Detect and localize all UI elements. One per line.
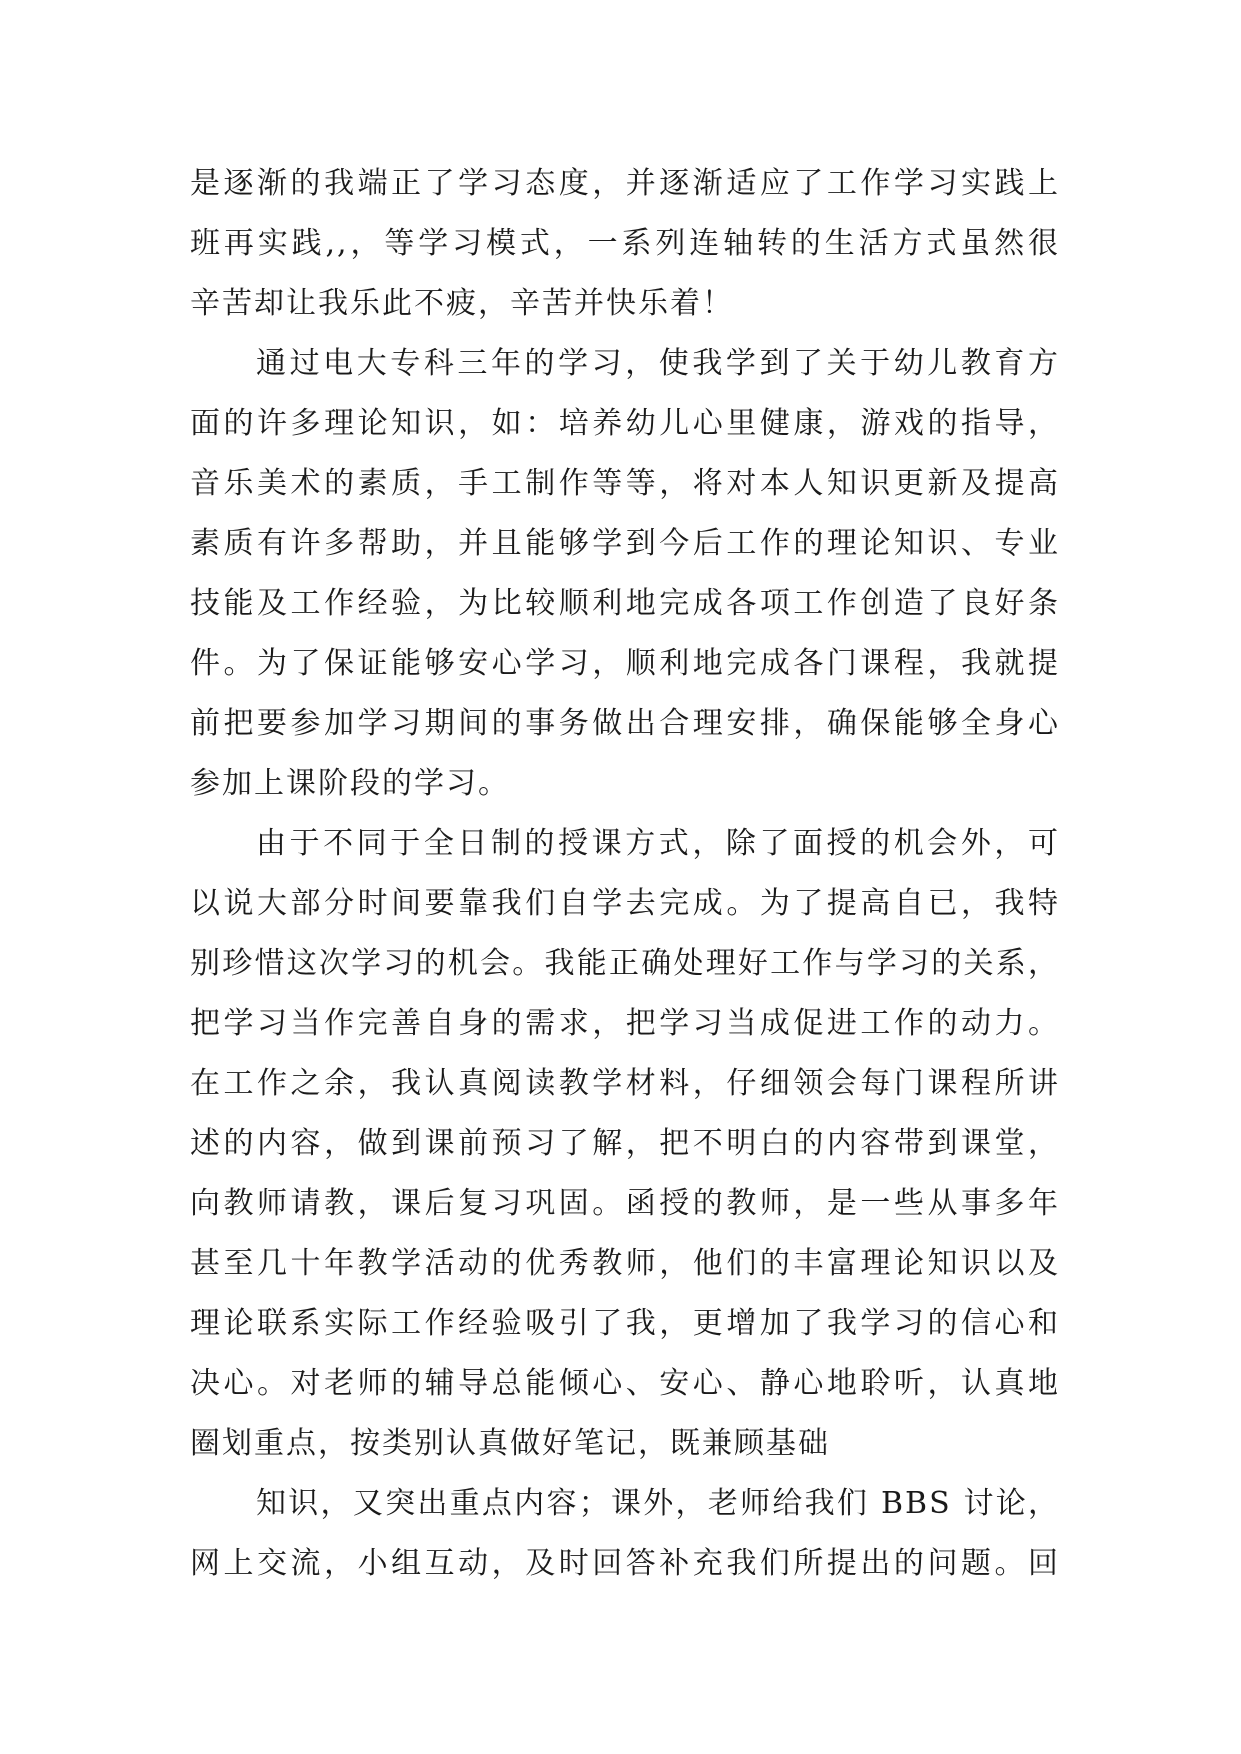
text-line: 辛苦却让我乐此不疲，辛苦并快乐着！ (190, 286, 734, 321)
text-line: 以说大部分时间要靠我们自学去完成。为了提高自已，我特 (190, 886, 1060, 921)
text-line: 别珍惜这次学习的机会。我能正确处理好工作与学习的关系， (190, 946, 1060, 981)
text-line: 通过电大专科三年的学习，使我学到了关于幼儿教育方 (256, 346, 1060, 381)
text-line: 是逐渐的我端正了学习态度，并逐渐适应了工作学习实践上 (190, 166, 1060, 201)
text-line: 面的许多理论知识，如：培养幼儿心里健康，游戏的指导， (190, 406, 1060, 441)
text-line: 网上交流，小组互动，及时回答补充我们所提出的问题。回 (190, 1546, 1060, 1581)
text-line: 理论联系实际工作经验吸引了我，更增加了我学习的信心和 (190, 1306, 1060, 1341)
text-line: 技能及工作经验，为比较顺利地完成各项工作创造了良好条 (190, 586, 1060, 621)
text-line: 在工作之余，我认真阅读教学材料，仔细领会每门课程所讲 (190, 1066, 1060, 1101)
text-line: 甚至几十年教学活动的优秀教师，他们的丰富理论知识以及 (190, 1246, 1060, 1281)
text-line: 件。为了保证能够安心学习，顺利地完成各门课程，我就提 (190, 646, 1060, 681)
text-line: 前把要参加学习期间的事务做出合理安排，确保能够全身心 (190, 706, 1060, 741)
text-line: 由于不同于全日制的授课方式，除了面授的机会外，可 (256, 826, 1060, 861)
text-line: 述的内容，做到课前预习了解，把不明白的内容带到课堂， (190, 1126, 1060, 1161)
text-line: 圈划重点，按类别认真做好笔记，既兼顾基础 (190, 1426, 830, 1461)
text-line: 参加上课阶段的学习。 (190, 766, 510, 801)
text-line: 把学习当作完善自身的需求，把学习当成促进工作的动力。 (190, 1006, 1060, 1041)
text-line: 音乐美术的素质，手工制作等等，将对本人知识更新及提高 (190, 466, 1060, 501)
document-body (190, 160, 1060, 1600)
text-line: 向教师请教，课后复习巩固。函授的教师，是一些从事多年 (190, 1186, 1060, 1221)
text-line: 决心。对老师的辅导总能倾心、安心、静心地聆听，认真地 (190, 1366, 1060, 1401)
text-line: 知识，又突出重点内容；课外，老师给我们 BBS 讨论， (256, 1486, 1060, 1521)
text-line: 班再实践,,，等学习模式，一系列连轴转的生活方式虽然很 (190, 226, 1060, 261)
text-line: 素质有许多帮助，并且能够学到今后工作的理论知识、专业 (190, 526, 1060, 561)
